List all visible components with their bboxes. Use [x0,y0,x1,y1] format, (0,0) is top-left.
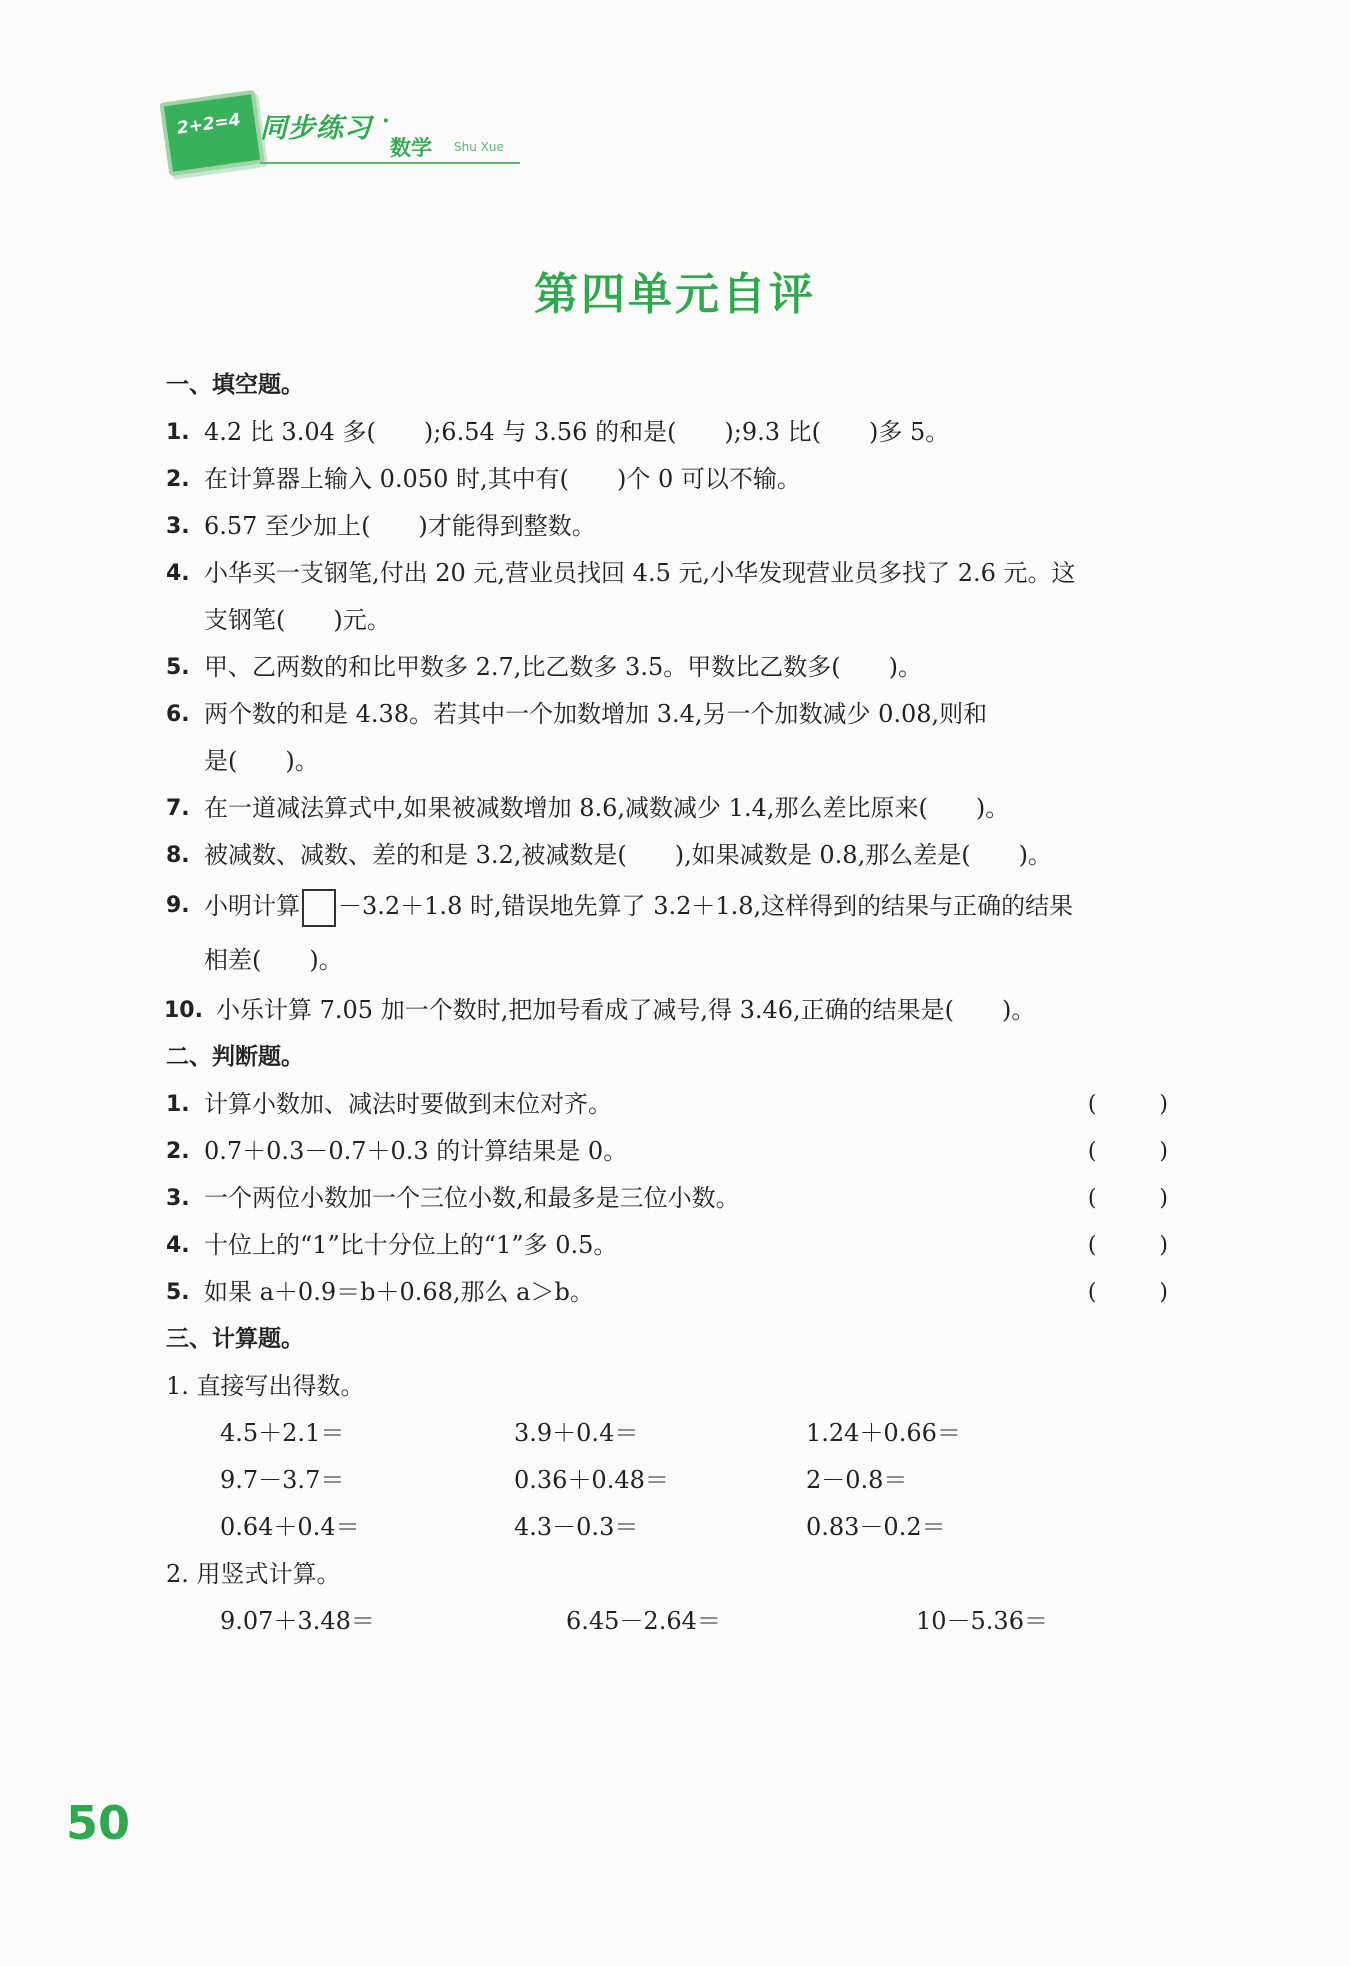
question-number: 3. [166,514,190,539]
question-1-3 [166,503,1196,550]
question-text: 如果 a＋0.9＝b＋0.68,那么 a＞b。 [204,1278,594,1306]
question-text: 小明计算 [204,892,300,920]
chalkboard-icon [159,90,264,177]
question-text: 在一道减法算式中,如果被减数增加 8.6,减数减少 1.4,那么差比原来( )。 [204,794,1010,822]
question-number: 4. [166,561,190,586]
section-fill-blank-heading: 一、填空题。 [166,372,304,398]
calc-expression: 1.24＋0.66＝ [806,1419,961,1447]
vertical-calc-row [166,1598,1196,1645]
chalkboard-text: 2+2=4 [175,110,242,139]
page-number: 50 [66,1796,131,1850]
question-number: 7. [166,796,190,821]
section-calc-heading: 三、计算题。 [166,1326,304,1352]
question-text: 被减数、减数、差的和是 3.2,被减数是( ),如果减数是 0.8,那么差是( )。 [204,841,1052,869]
calc-expression: 0.64＋0.4＝ [220,1513,360,1541]
question-1-2 [166,456,1196,503]
question-number: 4. [166,1233,190,1258]
question-number: 5. [166,655,190,680]
series-logo [164,92,524,172]
judge-answer-paren: ( ) [1087,1186,1196,1211]
question-1-6 [166,691,1196,738]
question-text: 两个数的和是 4.38。若其中一个加数增加 3.4,另一个加数减少 0.08,则和 [204,700,988,728]
subject-pinyin: Shu Xue [454,140,504,154]
question-1-6-continued: 是( )。 [204,747,319,775]
calc-part-2-label: 2. 用竖式计算。 [166,1560,341,1588]
logo-dot: · [382,108,390,134]
question-number: 3. [166,1186,190,1211]
question-number: 9. [166,893,190,918]
subject-label: 数学 [390,136,432,160]
question-text: 在计算器上输入 0.050 时,其中有( )个 0 可以不输。 [204,465,801,493]
question-number: 1. [166,420,190,445]
question-text: 一个两位小数加一个三位小数,和最多是三位小数。 [204,1184,740,1212]
series-title: 同步练习 [260,113,372,144]
question-number: 10. [164,998,203,1023]
question-number: 2. [166,1139,190,1164]
calc-part-1-label: 1. 直接写出得数。 [166,1372,365,1400]
calc-row-1 [166,1410,1196,1457]
calc-expression: 0.83－0.2＝ [806,1513,946,1541]
judge-answer-paren: ( ) [1087,1139,1196,1164]
page-title: 第四单元自评 [534,269,816,320]
calc-expression: 6.45－2.64＝ [566,1607,721,1635]
worksheet-content [166,362,1196,1645]
question-1-4 [166,550,1196,597]
judge-question-5 [166,1269,1196,1316]
question-1-10 [166,987,1196,1034]
calc-expression: 4.3－0.3＝ [514,1513,639,1541]
question-text: 6.57 至少加上( )才能得到整数。 [204,512,596,540]
question-number: 1. [166,1092,190,1117]
judge-question-3 [166,1175,1196,1222]
question-1-9 [166,879,1196,933]
judge-question-4 [166,1222,1196,1269]
judge-question-2 [166,1128,1196,1175]
question-number: 6. [166,702,190,727]
question-1-1 [166,409,1196,456]
judge-answer-paren: ( ) [1087,1233,1196,1258]
calc-row-2 [166,1457,1196,1504]
question-number: 5. [166,1280,190,1305]
question-1-7 [166,785,1196,832]
calc-expression: 3.9＋0.4＝ [514,1419,639,1447]
question-text: 小乐计算 7.05 加一个数时,把加号看成了减号,得 3.46,正确的结果是( )。 [216,996,1036,1024]
judge-question-1 [166,1081,1196,1128]
judge-answer-paren: ( ) [1087,1092,1196,1117]
judge-answer-paren: ( ) [1087,1280,1196,1305]
question-text: 十位上的“1”比十分位上的“1”多 0.5。 [204,1231,618,1259]
question-text: 4.2 比 3.04 多( );6.54 与 3.56 的和是( );9.3 比( )多 5。 [204,418,950,446]
calc-expression: 4.5＋2.1＝ [220,1419,345,1447]
question-number: 2. [166,467,190,492]
calc-row-3 [166,1504,1196,1551]
question-1-8 [166,832,1196,879]
question-text: 计算小数加、减法时要做到末位对齐。 [204,1090,612,1118]
calc-expression: 2－0.8＝ [806,1466,908,1494]
question-1-4-continued: 支钢笔( )元。 [204,606,391,634]
question-text: －3.2＋1.8 时,错误地先算了 3.2＋1.8,这样得到的结果与正确的结果 [338,892,1074,920]
calc-expression: 10－5.36＝ [916,1607,1048,1635]
calc-expression: 9.7－3.7＝ [220,1466,345,1494]
question-1-5 [166,644,1196,691]
question-1-9-continued: 相差( )。 [204,946,343,974]
logo-underline [260,162,520,164]
calc-expression: 9.07＋3.48＝ [220,1607,375,1635]
question-text: 0.7＋0.3－0.7＋0.3 的计算结果是 0。 [204,1137,628,1165]
answer-box [302,889,336,927]
question-number: 8. [166,843,190,868]
section-judge-heading: 二、判断题。 [166,1044,304,1070]
calc-expression: 0.36＋0.48＝ [514,1466,669,1494]
question-text: 甲、乙两数的和比甲数多 2.7,比乙数多 3.5。甲数比乙数多( )。 [204,653,922,681]
question-text: 小华买一支钢笔,付出 20 元,营业员找回 4.5 元,小华发现营业员多找了 2.6 元。这 [204,559,1076,587]
